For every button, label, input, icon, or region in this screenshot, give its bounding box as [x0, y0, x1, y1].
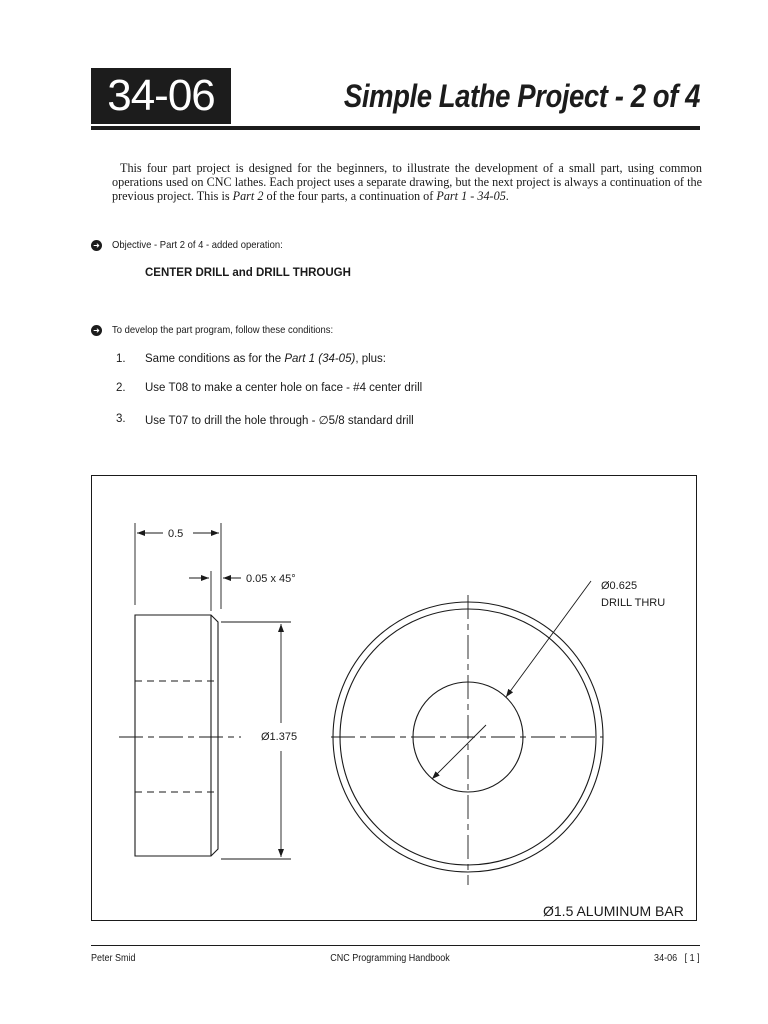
- material-label: Ø1.5 ALUMINUM BAR: [543, 903, 684, 919]
- section-number: 34-06: [91, 68, 231, 124]
- condition-text: Use T07 to drill the hole through - ∅5/8 standard drill: [145, 415, 414, 427]
- footer-page-number: 34-06 [ 1 ]: [654, 953, 700, 964]
- objective-operation: CENTER DRILL and DRILL THROUGH: [145, 267, 351, 279]
- objective-row: [91, 239, 302, 251]
- intro-text-1: This four part project is designed for the beginners, to illustrate the development of a small part, using common operations used on CNC lathes. Each project uses a separate drawing, but the next project is always a continuation of the previous project. This is: [112, 161, 702, 203]
- side-view-outline: [135, 615, 218, 856]
- intro-part-ref: Part 2: [232, 189, 264, 203]
- page-title: Simple Lathe Project - 2 of 4: [343, 78, 700, 114]
- condition-text: Same conditions as for the Part 1 (34-05), plus:: [145, 353, 386, 365]
- condition-number: 1.: [116, 353, 126, 365]
- hole-note-label: DRILL THRU: [601, 597, 666, 609]
- footer-book-title: CNC Programming Handbook: [330, 953, 450, 964]
- conditions-row: [91, 324, 358, 336]
- intro-prev-ref: Part 1 - 34-05: [436, 189, 506, 203]
- condition-number: 3.: [116, 413, 126, 425]
- condition-item: [116, 353, 386, 365]
- condition-text: Use T08 to make a center hole on face - #4 center drill: [145, 382, 423, 394]
- dim-chamfer-label: 0.05 x 45°: [246, 573, 296, 585]
- part-drawing: [91, 475, 697, 921]
- hole-diameter-label: Ø0.625: [601, 580, 638, 592]
- conditions-intro: To develop the part program, follow these conditions:: [112, 324, 334, 336]
- condition-item: [116, 382, 422, 394]
- footer-rule: [91, 945, 700, 946]
- dim-length-label: 0.5: [168, 528, 184, 540]
- footer-author: Peter Smid: [91, 953, 136, 964]
- header-rule: [91, 126, 700, 130]
- condition-item: [116, 413, 414, 427]
- intro-text-3: .: [505, 189, 509, 203]
- arrow-bullet-icon: ➜: [91, 240, 102, 251]
- condition-number: 2.: [116, 382, 126, 394]
- arrow-bullet-icon: ➜: [91, 325, 102, 336]
- intro-text-2: of the four parts, a continuation of: [263, 189, 437, 203]
- intro-paragraph: [112, 161, 702, 203]
- objective-label: Objective - Part 2 of 4 - added operation:: [112, 239, 283, 251]
- dim-diameter-label: Ø1.375: [261, 731, 298, 743]
